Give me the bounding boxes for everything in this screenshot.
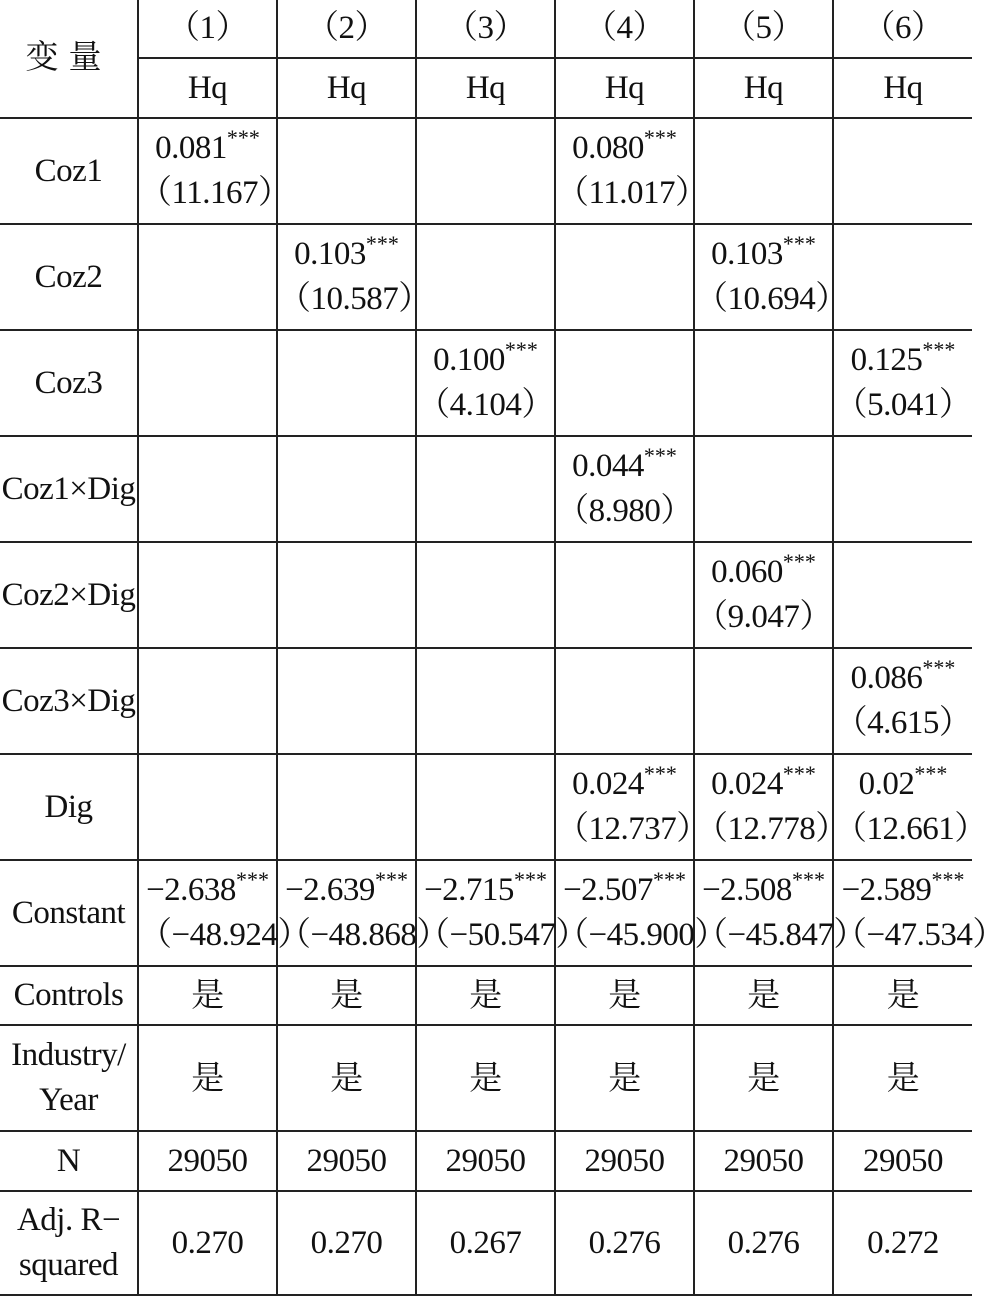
t-statistic: （11.017） xyxy=(556,175,708,211)
industry-year-cell: 是 xyxy=(138,1025,277,1131)
coefficient-value: 0.024 xyxy=(711,766,783,803)
significance-stars: *** xyxy=(922,337,956,363)
coefficient-cell xyxy=(138,224,277,330)
coefficient-value: −2.639 xyxy=(285,872,375,909)
coefficient-cell xyxy=(833,436,972,542)
coefficient-value: 0.080 xyxy=(572,130,644,167)
dependent-variable: Hq xyxy=(694,58,833,118)
coefficient-cell xyxy=(555,118,708,224)
coefficient-row xyxy=(0,118,972,224)
t-statistic: （4.104） xyxy=(417,387,554,423)
coefficient-cell xyxy=(833,542,972,648)
significance-stars: *** xyxy=(643,125,677,151)
coefficient-cell xyxy=(138,754,277,860)
coefficient-cell xyxy=(416,648,555,754)
coefficient-row xyxy=(0,860,972,966)
coefficient-cell xyxy=(416,118,555,224)
coefficient-value-line xyxy=(834,338,972,383)
coefficient-value: 0.103 xyxy=(294,236,366,273)
t-statistic: （−48.868） xyxy=(278,917,449,953)
significance-stars: *** xyxy=(226,125,260,151)
coefficient-cell xyxy=(138,118,291,224)
row-label: Coz2 xyxy=(0,224,138,330)
coefficient-row xyxy=(0,542,972,648)
coefficient-cell xyxy=(555,860,727,966)
significance-stars: *** xyxy=(652,867,686,893)
coefficient-rows xyxy=(0,118,1005,966)
coefficient-cell xyxy=(416,754,555,860)
coefficient-value: 0.081 xyxy=(155,130,227,167)
controls-cell: 是 xyxy=(138,966,277,1025)
model-number: （1） xyxy=(138,0,277,58)
coefficient-cell xyxy=(833,754,987,860)
t-statistic: （10.587） xyxy=(278,281,431,317)
controls-cell: 是 xyxy=(416,966,555,1025)
n-cell: 29050 xyxy=(555,1131,694,1191)
coefficient-cell xyxy=(555,224,694,330)
significance-stars: *** xyxy=(235,867,269,893)
significance-stars: *** xyxy=(365,231,399,257)
industry-year-cell: 是 xyxy=(416,1025,555,1131)
coefficient-value-line xyxy=(278,868,415,913)
coefficient-value: 0.100 xyxy=(433,342,505,379)
significance-stars: *** xyxy=(782,549,816,575)
row-label-controls: Controls xyxy=(0,966,138,1025)
n-cell: 29050 xyxy=(833,1131,972,1191)
significance-stars: *** xyxy=(931,867,965,893)
industry-year-cell: 是 xyxy=(833,1025,972,1131)
t-statistic: （4.615） xyxy=(834,705,972,741)
n-cell: 29050 xyxy=(138,1131,277,1191)
t-statistic: （12.737） xyxy=(556,811,709,847)
model-number: （6） xyxy=(833,0,972,58)
significance-stars: *** xyxy=(643,443,677,469)
coefficient-value: 0.044 xyxy=(572,448,644,485)
controls-cell: 是 xyxy=(555,966,694,1025)
coefficient-value-line xyxy=(278,232,415,277)
significance-stars: *** xyxy=(643,761,677,787)
coefficient-cell xyxy=(277,224,431,330)
industry-year-cell: 是 xyxy=(277,1025,416,1131)
coefficient-value: −2.715 xyxy=(424,872,514,909)
model-number: （4） xyxy=(555,0,694,58)
coefficient-value-line xyxy=(695,762,832,807)
coefficient-cell xyxy=(277,330,416,436)
t-statistic: （9.047） xyxy=(695,599,832,635)
coefficient-cell xyxy=(833,860,1005,966)
coefficient-value-line xyxy=(556,444,693,489)
coefficient-value: 0.125 xyxy=(850,342,923,379)
header-row-model-numbers xyxy=(0,0,972,58)
row-label-industry-year xyxy=(0,1025,138,1131)
coefficient-cell xyxy=(277,542,416,648)
coefficient-value-line xyxy=(695,550,832,595)
coefficient-row xyxy=(0,754,972,860)
coefficient-cell xyxy=(138,436,277,542)
controls-cell: 是 xyxy=(833,966,972,1025)
coefficient-value-line xyxy=(834,762,972,807)
t-statistic: （5.041） xyxy=(834,387,972,423)
t-statistic: （11.167） xyxy=(139,175,291,211)
variable-header: 变量 xyxy=(0,0,138,118)
coefficient-cell xyxy=(694,118,833,224)
industry-year-cell: 是 xyxy=(694,1025,833,1131)
coefficient-cell xyxy=(555,436,694,542)
significance-stars: *** xyxy=(791,867,825,893)
row-label: Dig xyxy=(0,754,138,860)
header-row-dependent-variable xyxy=(0,58,972,118)
coefficient-value: −2.508 xyxy=(702,872,792,909)
r2-cell: 0.267 xyxy=(416,1191,555,1295)
coefficient-cell xyxy=(694,542,833,648)
coefficient-cell xyxy=(277,754,416,860)
adj-r-squared-row xyxy=(0,1191,972,1295)
coefficient-cell xyxy=(833,224,972,330)
r2-cell: 0.276 xyxy=(694,1191,833,1295)
n-row xyxy=(0,1131,972,1191)
t-statistic: （−50.547） xyxy=(417,917,588,953)
coefficient-value-line xyxy=(417,868,554,913)
coefficient-cell xyxy=(277,860,449,966)
coefficient-cell xyxy=(138,860,310,966)
significance-stars: *** xyxy=(782,231,816,257)
coefficient-value: 0.060 xyxy=(711,554,783,591)
coefficient-value-line xyxy=(695,232,832,277)
row-label-adj-r-squared xyxy=(0,1191,138,1295)
row-label-n: N xyxy=(0,1131,138,1191)
row-label: Coz3 xyxy=(0,330,138,436)
coefficient-value-line xyxy=(834,868,972,913)
coefficient-value-line xyxy=(556,868,693,913)
coefficient-cell xyxy=(833,648,972,754)
coefficient-cell xyxy=(416,860,588,966)
coefficient-cell xyxy=(694,648,833,754)
significance-stars: *** xyxy=(504,337,538,363)
row-label: Coz1 xyxy=(0,118,138,224)
coefficient-cell xyxy=(277,436,416,542)
coefficient-cell xyxy=(138,648,277,754)
n-cell: 29050 xyxy=(694,1131,833,1191)
model-number: （5） xyxy=(694,0,833,58)
coefficient-cell xyxy=(694,860,866,966)
controls-row xyxy=(0,966,972,1025)
coefficient-value-line xyxy=(556,126,693,171)
row-label-line: Industry/ xyxy=(11,1037,126,1074)
coefficient-value-line xyxy=(695,868,832,913)
coefficient-cell xyxy=(416,330,555,436)
coefficient-cell xyxy=(416,436,555,542)
row-label-line: squared xyxy=(18,1247,119,1283)
r2-cell: 0.270 xyxy=(277,1191,416,1295)
t-statistic: （−48.924） xyxy=(139,917,310,953)
dependent-variable: Hq xyxy=(277,58,416,118)
n-cell: 29050 xyxy=(277,1131,416,1191)
coefficient-row xyxy=(0,330,972,436)
industry-year-cell: 是 xyxy=(555,1025,694,1131)
t-statistic: （12.778） xyxy=(695,811,848,847)
row-label: Coz2×Dig xyxy=(0,542,138,648)
coefficient-row xyxy=(0,436,972,542)
t-statistic: （8.980） xyxy=(556,493,693,529)
row-label-line: Adj. R− xyxy=(16,1202,121,1239)
r2-cell: 0.270 xyxy=(138,1191,277,1295)
dependent-variable: Hq xyxy=(138,58,277,118)
coefficient-row xyxy=(0,648,972,754)
coefficient-value: 0.086 xyxy=(850,660,923,697)
significance-stars: *** xyxy=(922,655,956,681)
coefficient-cell xyxy=(138,330,277,436)
coefficient-cell xyxy=(694,754,848,860)
industry-year-row xyxy=(0,1025,972,1131)
model-number: （3） xyxy=(416,0,555,58)
model-number: （2） xyxy=(277,0,416,58)
coefficient-cell xyxy=(138,542,277,648)
coefficient-value-line xyxy=(139,126,276,171)
t-statistic: （12.661） xyxy=(834,811,987,847)
t-statistic: （−47.534） xyxy=(834,917,1005,953)
coefficient-value-line xyxy=(834,656,972,701)
coefficient-cell xyxy=(833,118,972,224)
coefficient-value: 0.02 xyxy=(858,766,915,803)
significance-stars: *** xyxy=(914,761,948,787)
coefficient-cell xyxy=(694,224,848,330)
row-label: Coz3×Dig xyxy=(0,648,138,754)
coefficient-value-line xyxy=(417,338,554,383)
coefficient-cell xyxy=(416,224,555,330)
coefficient-cell xyxy=(555,542,694,648)
coefficient-cell xyxy=(416,542,555,648)
row-label: Coz1×Dig xyxy=(0,436,138,542)
r2-cell: 0.276 xyxy=(555,1191,694,1295)
coefficient-cell xyxy=(694,436,833,542)
coefficient-cell xyxy=(555,648,694,754)
coefficient-value-line xyxy=(139,868,276,913)
coefficient-cell xyxy=(555,754,709,860)
n-cell: 29050 xyxy=(416,1131,555,1191)
coefficient-row xyxy=(0,224,972,330)
coefficient-value: −2.507 xyxy=(563,872,653,909)
r2-cell: 0.272 xyxy=(833,1191,972,1295)
coefficient-value: 0.024 xyxy=(572,766,644,803)
dependent-variable: Hq xyxy=(416,58,555,118)
coefficient-cell xyxy=(277,648,416,754)
t-statistic: （−45.847） xyxy=(695,917,866,953)
row-label: Constant xyxy=(0,860,138,966)
coefficient-cell xyxy=(694,330,833,436)
coefficient-value: 0.103 xyxy=(711,236,783,273)
row-label-line: Year xyxy=(39,1082,98,1118)
significance-stars: *** xyxy=(782,761,816,787)
dependent-variable: Hq xyxy=(833,58,972,118)
t-statistic: （−45.900） xyxy=(556,917,727,953)
coefficient-value: −2.638 xyxy=(146,872,236,909)
t-statistic: （10.694） xyxy=(695,281,848,317)
coefficient-cell xyxy=(555,330,694,436)
coefficient-cell xyxy=(277,118,416,224)
controls-cell: 是 xyxy=(277,966,416,1025)
controls-cell: 是 xyxy=(694,966,833,1025)
dependent-variable: Hq xyxy=(555,58,694,118)
coefficient-cell xyxy=(833,330,972,436)
significance-stars: *** xyxy=(374,867,408,893)
significance-stars: *** xyxy=(513,867,547,893)
coefficient-value-line xyxy=(556,762,693,807)
coefficient-value: −2.589 xyxy=(841,872,932,909)
